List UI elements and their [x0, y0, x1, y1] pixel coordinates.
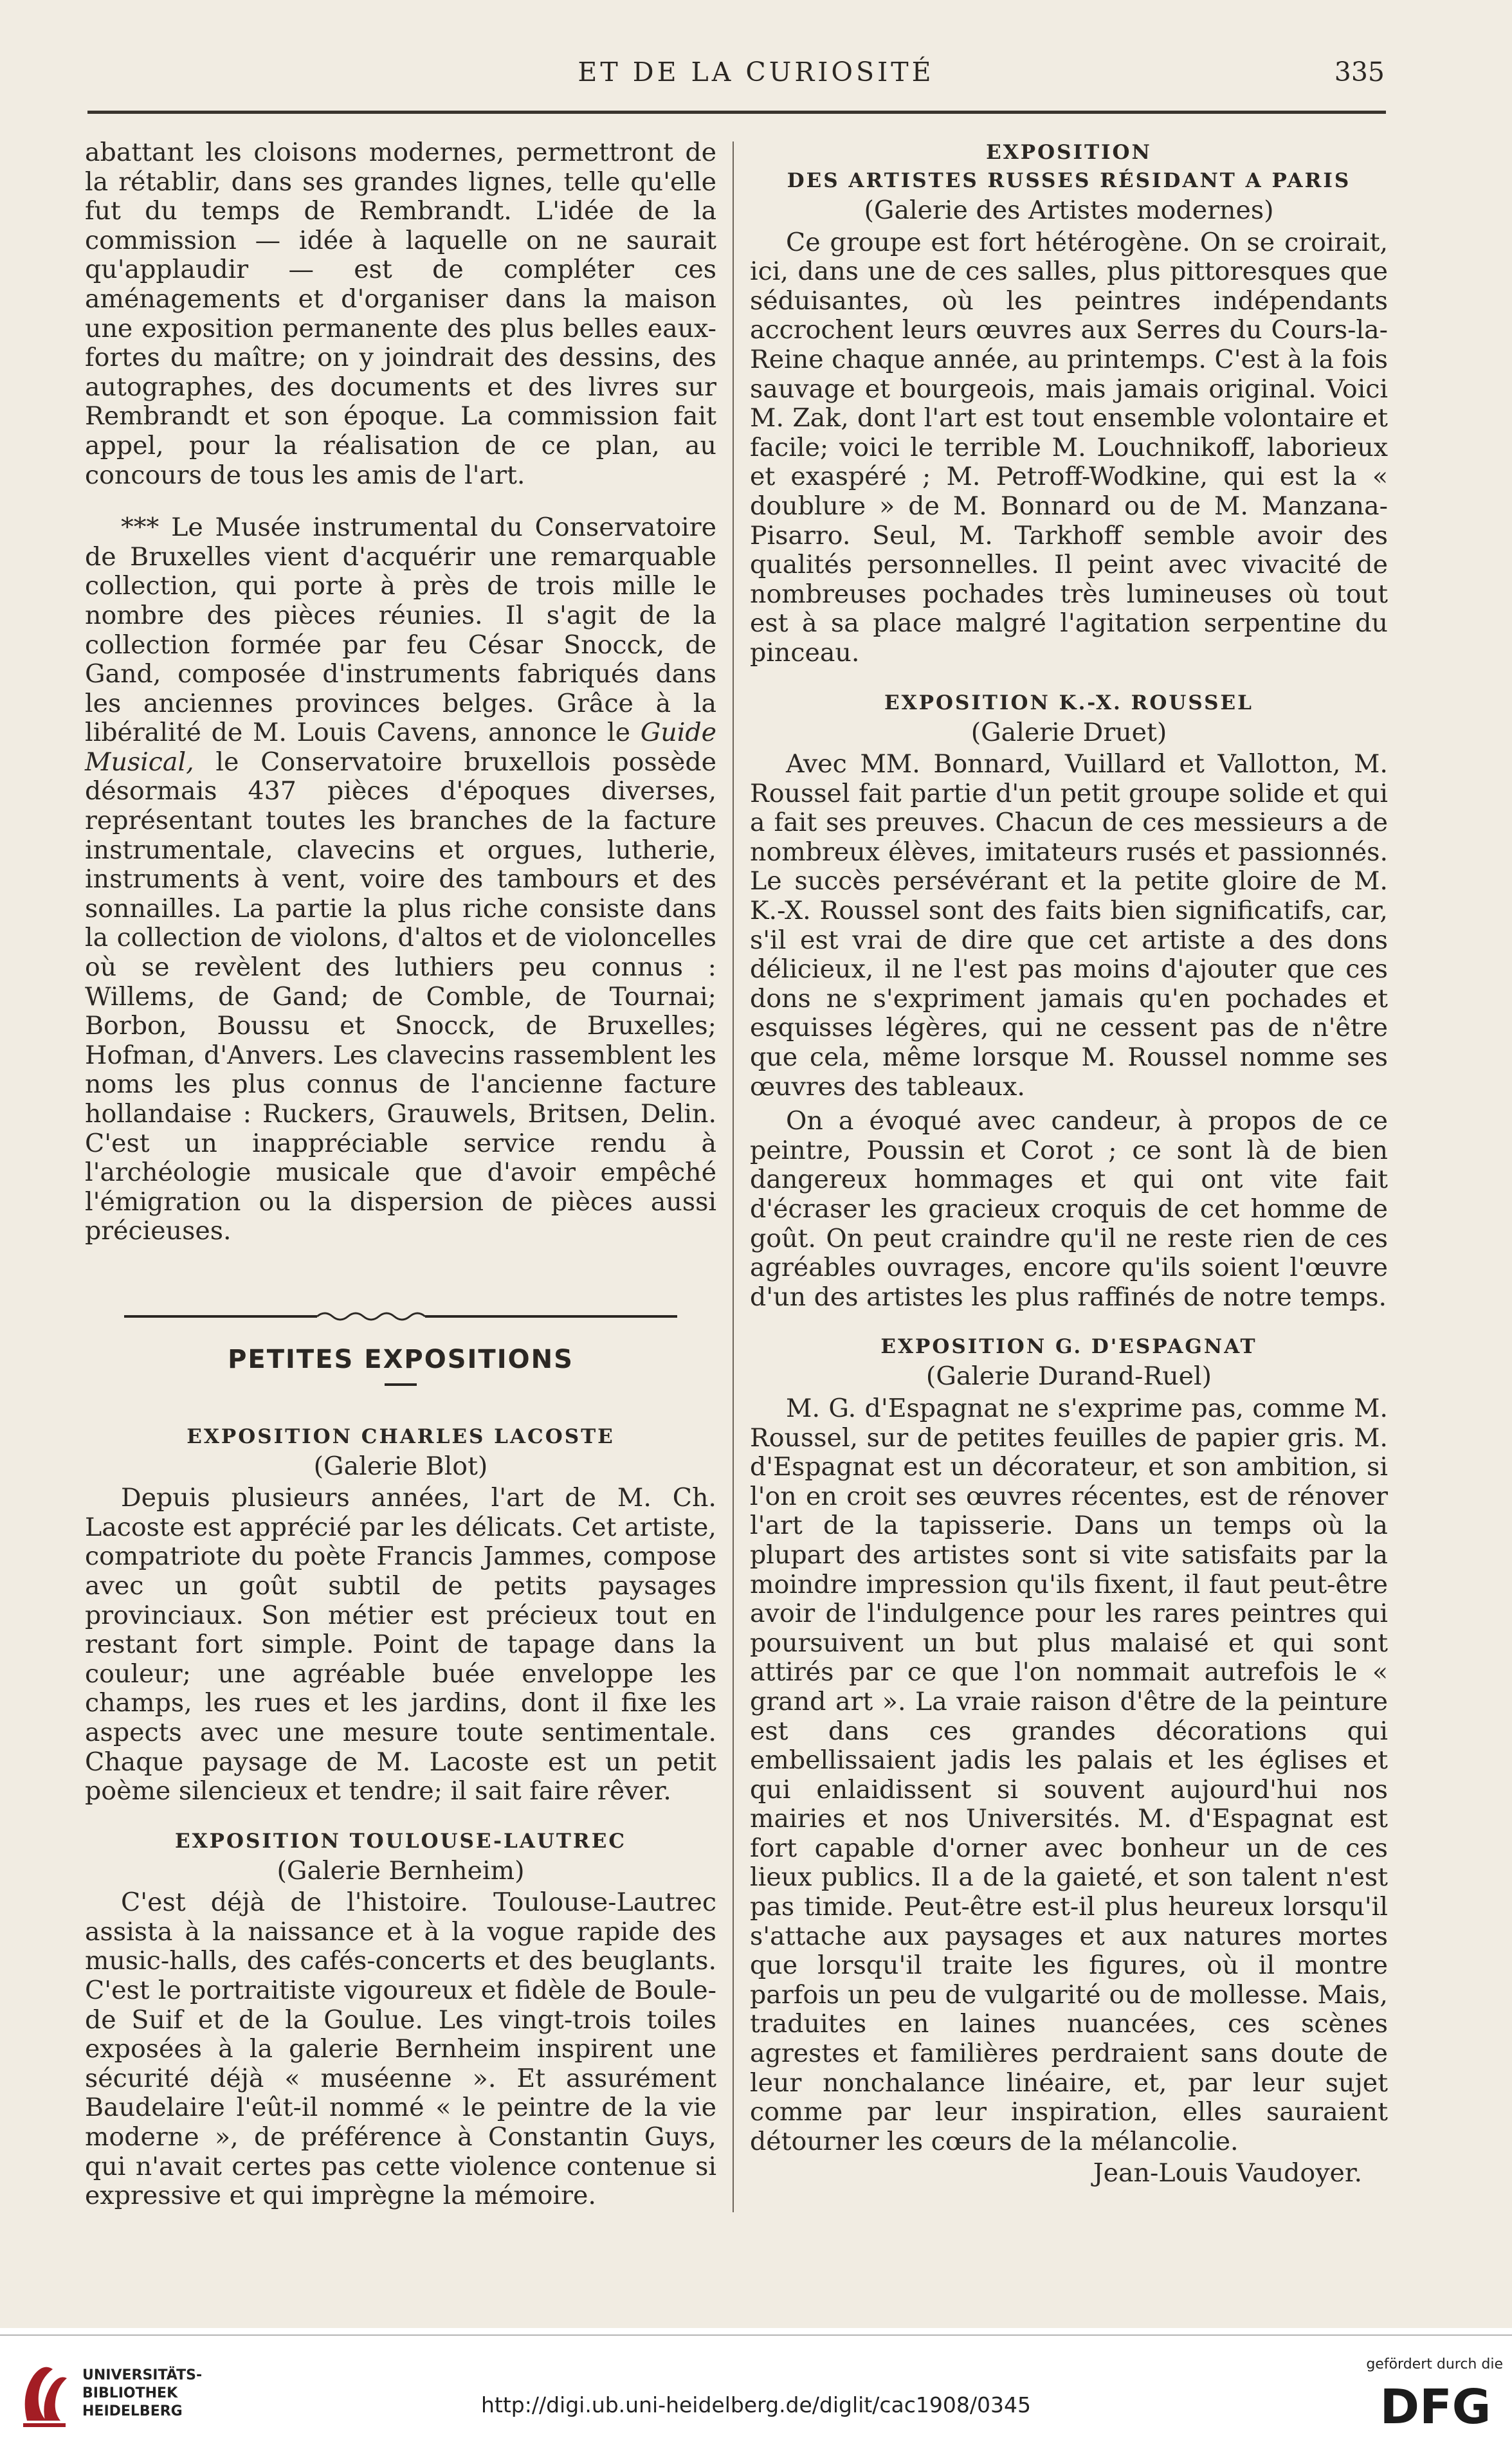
running-title: ET DE LA CURIOSITÉ [578, 57, 934, 87]
funding-credit: gefördert durch die [1366, 2356, 1503, 2372]
page-number: 335 [1334, 57, 1385, 87]
dfg-logo-icon [1368, 2381, 1503, 2428]
paragraph-lacoste: Depuis plusieurs années, l'art de M. Ch. Lacoste est apprécié par les délicats. Cet artiste, compatriote du poète Francis Jammes, compose avec un goût subtil de petits paysages provinciaux. Son métier est précieux tout en restant fort simple. Point de tapage dans la couleur; une agréable buée enveloppe les champs, les rues et les jardins, dont il fixe les aspects avec une mesure toute sentimentale. Chaque paysage de M. Lacoste est un petit poème silencieux et tendre; il sait faire rêver. [85, 1483, 716, 1806]
gallery-blot: (Galerie Blot) [313, 1451, 488, 1481]
heading-exposition: EXPOSITION [986, 141, 1152, 164]
paragraph-toulouse-lautrec: C'est déjà de l'histoire. Toulouse-Lautrec assista à la naissance et à la vogue rapide des music-halls, des cafés-concerts et des beuglants. C'est le portraitiste vigoureux et fidèle de Boule-de Suif et de la Goulue. Les vingt-trois toiles exposées à la galerie Bernheim inspirent une sécurité déjà « muséenne ». Et assurément Baudelaire l'eût-il nommé « le peintre de la vie moderne », de préférence à Constantin Guys, qui n'avait certes pas cette violence contenue si expressive et qui imprègne la mémoire. [85, 1888, 716, 2211]
column-divider [733, 141, 734, 2212]
running-head [0, 57, 1512, 95]
heading-lacoste: EXPOSITION CHARLES LACOSTE [187, 1424, 615, 1448]
title-dash [385, 1383, 417, 1387]
gallery-druet: (Galerie Druet) [970, 717, 1167, 747]
text-run: le Conservatoire bruxellois possède désormais 437 pièces d'époques diverses, représentant toutes les branches de la facture instrumentale, clavecins et orgues, lutherie, instruments à vent, voire des tambours et des sonnailles. La partie la plus riche consiste dans la collection de violons, d'altos et de violoncelles où se revèlent des luthiers peu connus : Willems, de Gand; de Comble, de Tournai; Borbon, Boussu et Snocck, de Bruxelles; Hofman, d'Anvers. Les clavecins rassemblent les noms les plus connus de l'ancienne facture hollandaise : Ruckers, Grauwels, Britsen, Delin. C'est un inappréciable service rendu à l'archéologie musicale que d'avoir empêché l'émigration ou la dispersion de pièces aussi précieuses. [85, 747, 716, 1246]
library-line: BIBLIOTHEK [82, 2385, 178, 2401]
paragraph-artistes-russes: Ce groupe est fort hétérogène. On se croirait, ici, dans une de ces salles, plus pittoresques que séduisantes, où les peintres indépendants accrochent leurs œuvres aux Serres du Cours-la-Reine chaque année, au printemps. C'est à la fois sauvage et bourgeois, mais jamais original. Voici M. Zak, dont l'art est tout ensemble volontaire et facile; voici le terrible M. Louchnikoff, laborieux et exaspéré ; M. Petroff-Wodkine, qui est la « doublure » de M. Bonnard ou de M. Manzana-Pisarro. Seul, M. Tarkhoff semble avoir des qualités personnelles. Il peint avec vivacité de nombreuses pochades très lumineuses où tout est à sa place malgré l'agitation serpentine du pinceau. [750, 227, 1388, 668]
heading-artistes-russes: DES ARTISTES RUSSES RÉSIDANT A PARIS [787, 169, 1351, 192]
heading-toulouse-lautrec: EXPOSITION TOULOUSE-LAUTREC [175, 1829, 626, 1853]
gallery-bernheim: (Galerie Bernheim) [277, 1855, 525, 1886]
author-signature: Jean-Louis Vaudoyer. [1093, 2158, 1362, 2188]
heading-roussel: EXPOSITION K.-X. ROUSSEL [884, 691, 1253, 714]
gallery-durand-ruel: (Galerie Durand-Ruel) [925, 1361, 1212, 1392]
footer-rule [0, 2334, 1512, 2336]
section-title: PETITES EXPOSITIONS [228, 1344, 574, 1374]
heading-espagnat: EXPOSITION G. D'ESPAGNAT [880, 1335, 1257, 1359]
library-line: UNIVERSITÄTS- [82, 2367, 203, 2383]
left-column [85, 138, 716, 2211]
gallery-artistes-modernes: (Galerie des Artistes modernes) [864, 196, 1274, 225]
paragraph-musee-instrumental [85, 513, 716, 1246]
paragraph-rembrandt: abattant les cloisons modernes, permettront de la rétablir, dans ses grandes lignes, telle qu'elle fut du temps de Rembrandt. L'idée de la commission — idée à laquelle on ne saurait qu'applaudir — est de compléter ces aménagements et d'organiser dans la maison une exposition permanente des plus belles eaux-fortes du maître; on y joindrait des dessins, des autographes, des documents et des livres sur Rembrandt et son époque. La commission fait appel, pour la réalisation de ce plan, au concours de tous les amis de l'art. [85, 138, 716, 490]
digitization-footer [0, 2328, 1512, 2438]
header-rule [87, 111, 1386, 114]
text-run: *** Le Musée instrumental du Conservatoire de Bruxelles vient d'acquérir une remarquable collection, qui porte à près de trois mille le nombre des pièces réunies. Il s'agit de la collection formée par feu César Snocck, de Gand, composée d'instruments fabriqués dans les anciennes provinces belges. Grâce à la libéralité de M. Louis Cavens, annonce le [85, 513, 716, 748]
journal-title: Guide Musical, [85, 718, 716, 777]
paragraph-espagnat: M. G. d'Espagnat ne s'exprime pas, comme M. Roussel, sur de petites feuilles de papier gris. M. d'Espagnat est un décorateur, et son ambition, si l'on en croit ses œuvres récentes, est de rénover l'art de la tapisserie. Dans un temps où la plupart des artistes sont si vite satisfaits par la moindre impression qu'ils fixent, il faut peut-être avoir de l'indulgence pour les rares peintres qui poursuivent un but plus malaisé et qui sont attirés par ce que l'on nommait autrefois le « grand art ». La vraie raison d'être de la peinture est dans ces grandes décorations qui embellissaient jadis les palais et les églises et qui enlaidissent si souvent aujourd'hui nos mairies et nos Universités. M. d'Espagnat est fort capable d'orner avec bonheur un de ces lieux publics. Il a de la gaieté, et son talent n'est pas timide. Peut-être est-il plus heureux lorsqu'il s'attache aux paysages et aux natures mortes que lorsqu'il traite les figures, où il montre parfois un peu de vulgarité ou de mollesse. Mais, traduites en laines nuancées, ces scènes agrestes et familières perdraient sans doute de leur nonchalance linéaire, et, par leur sujet comme par leur inspiration, elles sauraient détourner les cœurs de la mélancolie. [750, 1393, 1388, 2156]
svg-text:DFG: DFG [1380, 2381, 1491, 2428]
library-line: HEIDELBERG [82, 2403, 183, 2419]
ornamental-rule [124, 1309, 677, 1324]
right-column [750, 138, 1388, 2188]
permalink-url[interactable]: http://digi.ub.uni-heidelberg.de/diglit/cac1908/0345 [481, 2392, 1031, 2417]
paragraph-roussel-2: On a évoqué avec candeur, à propos de ce peintre, Poussin et Corot ; ce sont là de bien dangereux hommages et qui ont vite fait d'écraser les gracieux croquis de cet homme de goût. On peut craindre qu'il ne reste rien de ces agréables ouvrages, encore qu'ils soient l'œuvre d'un des artistes les plus raffinés de notre temps. [750, 1106, 1388, 1312]
paragraph-roussel-1: Avec MM. Bonnard, Vuillard et Vallotton, M. Roussel fait partie d'un petit groupe solide et qui a fait ses preuves. Chacun de ces messieurs a de nombreux élèves, imitateurs rusés et passionnés. Le succès persévérant et la petite gloire de M. K.-X. Roussel sont des faits bien significatifs, car, s'il est vrai de dire que cet artiste a des dons délicieux, il ne l'est pas moins d'ajouter que ces dons ne s'expriment jamais qu'en pochades et esquisses légères, qui ne cessent pas de n'être que cela, même lorsque M. Roussel nomme ses œuvres des tableaux. [750, 749, 1388, 1102]
